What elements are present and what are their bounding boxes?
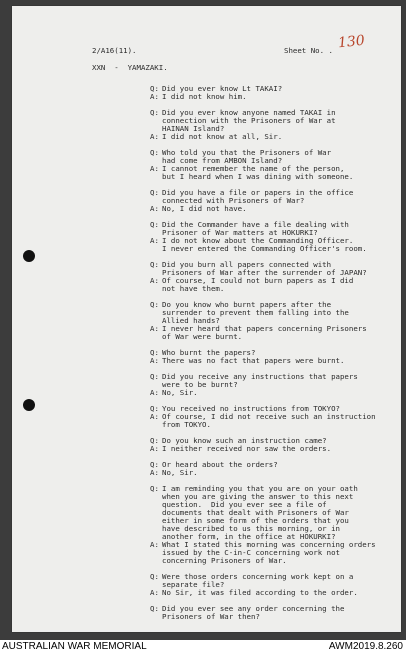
- footer-institution: AUSTRALIAN WAR MEMORIAL: [2, 641, 147, 652]
- answer-text: I did not know him.: [162, 92, 247, 101]
- question-tag: [150, 309, 162, 317]
- answer-tag: [150, 245, 162, 253]
- answer-text: of War were burnt.: [162, 332, 243, 341]
- question-text: Did you receive any instructions that papers: [162, 372, 358, 381]
- question-text: another form, in the office at HOKURKI?: [162, 532, 336, 541]
- answer-text: No, I did not have.: [162, 204, 247, 213]
- answer-line: [150, 389, 398, 397]
- question-text: when you are giving the answer to this next: [162, 492, 354, 501]
- answer-tag: A:: [150, 92, 159, 101]
- answer-text: Of course, I could not burn papers as I did: [162, 276, 354, 285]
- question-tag: Q:: [150, 260, 159, 269]
- question-tag: [150, 117, 162, 125]
- answer-line: [150, 445, 398, 453]
- answer-tag: A:: [150, 412, 159, 421]
- answer-text: concerning Prisoners of War.: [162, 556, 287, 565]
- qa-exchange: [150, 109, 398, 141]
- answer-line: [150, 133, 398, 141]
- answer-text: not have them.: [162, 284, 225, 293]
- question-text: Who told you that the Prisoners of War: [162, 148, 332, 157]
- question-tag: Q:: [150, 460, 159, 469]
- question-text: have described to us this morning, or in: [162, 524, 340, 533]
- qa-exchange: [150, 373, 398, 397]
- answer-tag: [150, 333, 162, 341]
- handwritten-sheet-number: 130: [337, 32, 366, 52]
- question-text: Did you have a file or papers in the office: [162, 188, 354, 197]
- answer-text: No, Sir.: [162, 468, 198, 477]
- answer-text: Of course, I did not receive such an instruction: [162, 412, 376, 421]
- question-text: question. Did you ever see a file of: [162, 500, 327, 509]
- answer-text: No Sir, it was filed according to the order.: [162, 588, 358, 597]
- question-text: were to be burnt?: [162, 380, 238, 389]
- question-text: separate file?: [162, 580, 225, 589]
- question-text: Did you burn all papers connected with: [162, 260, 332, 269]
- typed-page: [12, 6, 401, 632]
- sheet-number-label: Sheet No. .: [284, 46, 333, 55]
- question-tag: Q:: [150, 188, 159, 197]
- qa-exchange: [150, 189, 398, 213]
- answer-tag: [150, 549, 162, 557]
- question-tag: [150, 493, 162, 501]
- qa-exchange: [150, 485, 398, 565]
- question-text: Did you ever see any order concerning the: [162, 604, 345, 613]
- answer-tag: A:: [150, 444, 159, 453]
- question-tag: [150, 509, 162, 517]
- question-text: Did the Commander have a file dealing with: [162, 220, 349, 229]
- answer-text: I never heard that papers concerning Prisoners: [162, 324, 367, 333]
- qa-exchange: [150, 221, 398, 253]
- answer-tag: [150, 421, 162, 429]
- question-tag: [150, 517, 162, 525]
- answer-text: I cannot remember the name of the person,: [162, 164, 345, 173]
- answer-text: I did not know at all, Sir.: [162, 132, 283, 141]
- answer-tag: A:: [150, 324, 159, 333]
- answer-tag: A:: [150, 356, 159, 365]
- question-text: Do you know who burnt papers after the: [162, 300, 332, 309]
- answer-text: but I heard when I was dining with someone.: [162, 172, 354, 181]
- document-heading: XXN - YAMAZAKI.: [92, 63, 168, 72]
- question-tag: Q:: [150, 572, 159, 581]
- answer-line: [150, 357, 398, 365]
- answer-tag: [150, 285, 162, 293]
- question-text: Who burnt the papers?: [162, 348, 256, 357]
- question-text: Do you know such an instruction came?: [162, 436, 327, 445]
- answer-tag: A:: [150, 276, 159, 285]
- qa-exchange: [150, 573, 398, 597]
- qa-exchange: [150, 301, 398, 341]
- answer-line: [150, 557, 398, 565]
- question-text: Or heard about the orders?: [162, 460, 278, 469]
- answer-line: [150, 285, 398, 293]
- answer-text: I neither received nor saw the orders.: [162, 444, 332, 453]
- question-text: I am reminding you that you are on your oath: [162, 484, 358, 493]
- answer-line: [150, 245, 398, 253]
- answer-text: from TOKYO.: [162, 420, 211, 429]
- answer-tag: A:: [150, 164, 159, 173]
- answer-text: No, Sir.: [162, 388, 198, 397]
- question-text: connection with the Prisoners of War at: [162, 116, 336, 125]
- answer-text: What I stated this morning was concerning orders: [162, 540, 376, 549]
- question-tag: Q:: [150, 604, 159, 613]
- question-tag: Q:: [150, 220, 159, 229]
- question-text: HAINAN Island?: [162, 124, 225, 133]
- question-text: Prisoners of War after the surrender of JAPAN?: [162, 268, 367, 277]
- question-text: Did you ever know Lt TAKAI?: [162, 84, 283, 93]
- footer-accession-number: AWM2019.8.260: [328, 641, 403, 652]
- answer-tag: [150, 557, 162, 565]
- question-text: Were those orders concerning work kept on a: [162, 572, 354, 581]
- qa-exchange: [150, 349, 398, 365]
- question-text: Did you ever know anyone named TAKAI in: [162, 108, 336, 117]
- qa-exchange: [150, 149, 398, 181]
- answer-line: [150, 469, 398, 477]
- answer-tag: A:: [150, 588, 159, 597]
- qa-exchange: [150, 461, 398, 477]
- answer-tag: A:: [150, 388, 159, 397]
- question-line: [150, 613, 398, 621]
- question-tag: Q:: [150, 84, 159, 93]
- answer-tag: A:: [150, 540, 159, 549]
- answer-text: There was no fact that papers were burnt.: [162, 356, 345, 365]
- question-tag: Q:: [150, 436, 159, 445]
- question-tag: Q:: [150, 300, 159, 309]
- qa-exchange: [150, 437, 398, 453]
- qa-transcript: [150, 85, 398, 629]
- punch-hole: [23, 250, 35, 262]
- question-text: Prisoners of War then?: [162, 612, 260, 621]
- answer-line: [150, 173, 398, 181]
- question-tag: Q:: [150, 484, 159, 493]
- qa-exchange: [150, 405, 398, 429]
- question-tag: Q:: [150, 108, 159, 117]
- answer-line: [150, 333, 398, 341]
- answer-text: I never entered the Commanding Officer's room.: [162, 244, 367, 253]
- question-tag: Q:: [150, 404, 159, 413]
- answer-line: [150, 589, 398, 597]
- qa-exchange: [150, 605, 398, 621]
- qa-exchange: [150, 85, 398, 101]
- qa-exchange: [150, 261, 398, 293]
- question-tag: [150, 501, 162, 509]
- answer-text: issued by the C-in-C concerning work not: [162, 548, 340, 557]
- punch-hole: [23, 399, 35, 411]
- question-tag: [150, 525, 162, 533]
- answer-tag: A:: [150, 132, 159, 141]
- answer-line: [150, 93, 398, 101]
- question-tag: Q:: [150, 372, 159, 381]
- answer-line: [150, 421, 398, 429]
- question-tag: Q:: [150, 348, 159, 357]
- question-text: Prisoner of War matters at HOKURKI?: [162, 228, 318, 237]
- question-tag: [150, 613, 162, 621]
- question-text: surrender to prevent them falling into the: [162, 308, 349, 317]
- answer-tag: A:: [150, 468, 159, 477]
- answer-tag: [150, 173, 162, 181]
- question-text: had come from AMBON Island?: [162, 156, 283, 165]
- question-text: either in some form of the orders that you: [162, 516, 349, 525]
- document-reference: 2/A16(11).: [92, 46, 137, 55]
- question-text: connected with Prisoners of War?: [162, 196, 305, 205]
- answer-line: [150, 205, 398, 213]
- answer-tag: A:: [150, 204, 159, 213]
- question-text: Allied hands?: [162, 316, 220, 325]
- footer-bar: [0, 640, 406, 653]
- answer-text: I do not know about the Commanding Officer.: [162, 236, 354, 245]
- question-tag: Q:: [150, 148, 159, 157]
- answer-tag: A:: [150, 236, 159, 245]
- question-text: documents that dealt with Prisoners of War: [162, 508, 349, 517]
- question-text: You received no instructions from TOKYO?: [162, 404, 340, 413]
